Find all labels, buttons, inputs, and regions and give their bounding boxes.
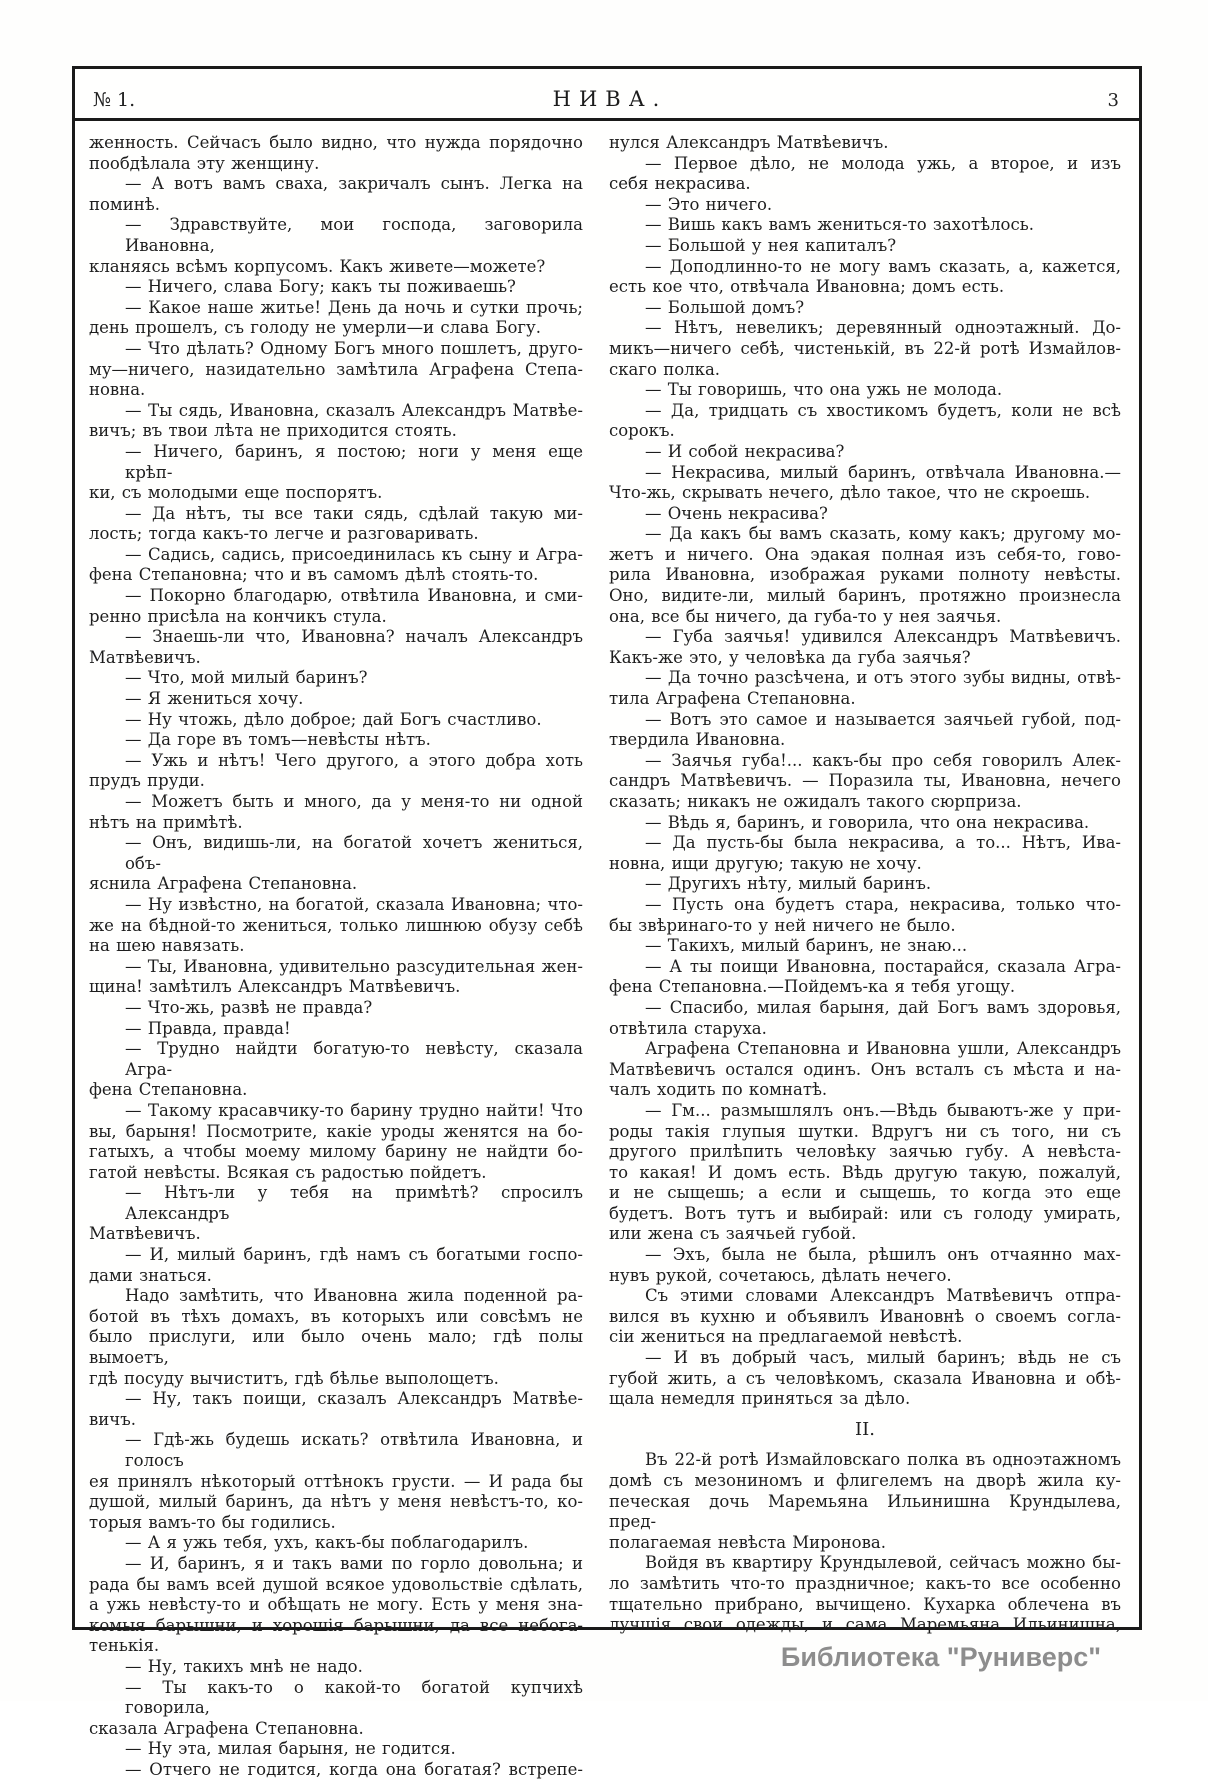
text-line: Какъ-же это, у человѣка да губа заячья?	[609, 647, 971, 667]
text-line: пообдѣлала эту женщину.	[89, 153, 320, 173]
text-line: — А ты поищи Ивановна, постарайся, сказала Агра-	[645, 956, 1121, 976]
text-line: — Да нѣтъ, ты все таки сядь, сдѣлай такую ми-	[125, 503, 583, 523]
text-line: — Заячья губа!... какъ-бы про себя говорилъ Алек-	[645, 750, 1121, 770]
text-line: роды такія глупыя шутки. Вдругъ ни съ того, ни съ	[609, 1121, 1121, 1141]
text-body	[75, 121, 1139, 1781]
text-line: — Ну, такихъ мнѣ не надо.	[125, 1656, 363, 1676]
text-line: Матвѣевичъ остался одинъ. Онъ всталъ съ мѣста и на-	[609, 1059, 1121, 1079]
text-line: полагаемая невѣста Миронова.	[609, 1532, 886, 1552]
text-line: — Да горе въ томъ—невѣсты нѣтъ.	[125, 730, 431, 750]
text-line: — Да какъ бы вамъ сказать, кому какъ; другому мо-	[645, 524, 1121, 544]
text-line: скаго полка.	[609, 359, 721, 379]
text-line: — Нѣтъ-ли у тебя на примѣтѣ? спросилъ Александръ	[125, 1183, 583, 1223]
text-line: щала немедля приняться за дѣло.	[609, 1389, 911, 1409]
text-line: — Доподлинно-то не могу вамъ сказать, а, кажется,	[645, 256, 1121, 276]
text-line: лость; тогда какъ-то легче и разговаривать.	[89, 524, 479, 544]
text-line: новна.	[89, 380, 146, 400]
text-line: — Трудно найдти богатую-то невѣсту, сказала Агра-	[125, 1039, 583, 1079]
text-line: сіи жениться на предлагаемой невѣстѣ.	[609, 1327, 963, 1347]
text-line: печеская дочь Маремьяна Ильинишна Крундылева, пред-	[609, 1491, 1121, 1532]
text-line: она, все бы ничего, да губа-то у нея заячья.	[609, 606, 1002, 626]
text-line: — Вотъ это самое и называется заячьей губой, под-	[645, 709, 1121, 729]
text-line: — Нѣтъ, невеликъ; деревянный одноэтажный. До-	[645, 318, 1121, 338]
text-line: Матвѣевичъ.	[89, 647, 201, 667]
text-line: — И, баринъ, я и такъ вами по горло довольна; и	[125, 1553, 583, 1573]
page-number: 3	[1107, 90, 1119, 111]
watermark: Библиотека "Руниверс"	[780, 1642, 1102, 1672]
text-line: — Вишь какъ вамъ жениться-то захотѣлось.	[645, 215, 1034, 235]
text-line: — Другихъ нѣту, милый баринъ.	[645, 874, 932, 894]
text-line: — Это ничего.	[645, 194, 773, 214]
text-line: — И въ добрый часъ, милый баринъ; вѣдь не съ	[645, 1348, 1121, 1368]
text-line: женность. Сейчасъ было видно, что нужда порядочно	[89, 133, 583, 152]
text-line: — Что, мой милый баринъ?	[125, 668, 368, 688]
text-line: сказать; никакъ не ожидалъ такого сюрприза.	[609, 792, 1022, 811]
text-line: — Ты говоришь, что она ужь не молода.	[645, 380, 1003, 400]
text-line: ло замѣтить что-то праздничное; какъ-то все особенно	[609, 1573, 1121, 1593]
text-line: было прислуги, или было очень мало; гдѣ полы вымоетъ,	[89, 1327, 583, 1368]
text-line: нулся Александръ Матвѣевичъ.	[609, 133, 889, 152]
text-line: бы звѣринаго-то у ней ничего не было.	[609, 915, 956, 935]
text-line: ренно присѣла на кончикъ стула.	[89, 606, 387, 626]
text-line: — Ну, такъ поищи, сказалъ Александръ Матвѣе-	[125, 1389, 583, 1409]
text-line: комыя барышни, и хорошія барышни, да все небога-	[89, 1615, 583, 1635]
text-line: — Ну извѣстно, на богатой, сказала Ивановна; что-	[125, 894, 583, 914]
text-line: гдѣ посуду вычиститъ, гдѣ бѣлье выполощетъ.	[89, 1368, 499, 1388]
text-line: себя некрасива.	[609, 174, 751, 194]
text-line: Аграфена Степановна и Ивановна ушли, Александръ	[645, 1039, 1121, 1059]
chapter-heading: II.	[855, 1418, 875, 1440]
text-line: торыя вамъ-то бы годились.	[89, 1512, 336, 1532]
text-line: ея принялъ нѣкоторый оттѣнокъ грусти. — И рада бы	[89, 1471, 583, 1491]
text-line: дами знаться.	[89, 1265, 212, 1285]
issue-number: № 1.	[93, 89, 136, 111]
text-line: то какая! И домъ есть. Вѣдь другую такую, пожалуй,	[609, 1162, 1121, 1182]
text-line: тила Аграфена Степановна.	[609, 689, 856, 709]
text-line: и не сыщешь; а если и сыщешь, то когда это еще	[609, 1183, 1121, 1203]
text-line: Войдя въ квартиру Крундылевой, сейчасъ можно бы-	[645, 1553, 1121, 1573]
text-line: или жена съ заячьей губой.	[609, 1224, 857, 1244]
text-line: — Здравствуйте, мои господа, заговорила Ивановна,	[125, 215, 583, 255]
text-line: — Такому красавчику-то барину трудно найти! Что	[125, 1100, 583, 1120]
text-line: Надо замѣтить, что Ивановна жила поденной ра-	[125, 1286, 583, 1306]
text-line: новна, ищи другую; такую не хочу.	[609, 853, 922, 873]
text-line: вы, барыня! Посмотрите, какіе уроды женятся на бо-	[89, 1121, 583, 1141]
text-line: тенькія.	[89, 1636, 160, 1656]
text-line: — Да пусть-бы была некрасива, а то... Нѣтъ, Ива-	[645, 833, 1121, 853]
text-line: на шею навязать.	[89, 936, 245, 956]
text-line: жетъ и ничего. Она эдакая полная изъ себя-то, гово-	[609, 544, 1121, 564]
text-line: — Покорно благодарю, отвѣтила Ивановна, и сми-	[125, 586, 583, 606]
text-line: — А я ужь тебя, ухъ, какъ-бы поблагодарилъ.	[125, 1533, 529, 1553]
text-line: — Ну эта, милая барыня, не годится.	[125, 1739, 456, 1759]
text-line: — Садись, садись, присоединилась къ сыну и Агра-	[125, 544, 583, 564]
text-line: микъ—ничего себѣ, чистенькій, въ 22-й ротѣ Измайлов-	[609, 338, 1121, 358]
text-line: отвѣтила старуха.	[609, 1018, 767, 1038]
text-line: — Такихъ, милый баринъ, не знаю...	[645, 936, 968, 956]
page-header	[75, 69, 1139, 118]
text-line: — Какое наше житье! День да ночь и сутки прочь;	[125, 297, 583, 317]
text-line: ботой въ тѣхъ домахъ, въ которыхъ или совсѣмъ не	[89, 1306, 583, 1326]
text-line: — Вѣдь я, баринъ, и говорила, что она некрасива.	[645, 812, 1090, 832]
text-line: губой жить, а съ человѣкомъ, сказала Ивановна и обѣ-	[609, 1368, 1121, 1388]
text-line: — Гм... размышлялъ онъ.—Вѣдь бываютъ-же у при-	[645, 1100, 1121, 1120]
text-line: — Эхъ, была не была, рѣшилъ онъ отчаянно мах-	[645, 1245, 1121, 1265]
text-line: сорокъ.	[609, 421, 675, 441]
text-column-left	[89, 133, 583, 1781]
text-line: яснила Аграфена Степановна.	[89, 874, 358, 894]
text-line: — И собой некрасива?	[645, 441, 845, 461]
text-line: — Ты, Ивановна, удивительно разсудительная жен-	[125, 956, 583, 976]
text-line: — Очень некрасива?	[645, 503, 828, 523]
text-line: сандръ Матвѣевичъ. — Поразила ты, Ивановна, нечего	[609, 771, 1121, 791]
text-line: Въ 22-й ротѣ Измайловскаго полка въ одноэтажномъ	[645, 1450, 1121, 1470]
text-line: — Да, тридцать съ хвостикомъ будетъ, коли не всѣ	[645, 400, 1121, 420]
text-line: — Онъ, видишь-ли, на богатой хочетъ жениться, объ-	[125, 833, 583, 873]
text-line: Съ этими словами Александръ Матвѣевичъ отпра-	[645, 1286, 1121, 1306]
text-line: — Правда, правда!	[125, 1018, 291, 1038]
text-line: прудъ пруди.	[89, 771, 205, 791]
text-line: есть кое что, отвѣчала Ивановна; домъ есть.	[609, 277, 1005, 297]
text-line: — Спасибо, милая барыня, дай Богъ вамъ здоровья,	[645, 997, 1121, 1017]
text-line: душой, милый баринъ, да нѣтъ у меня невѣстъ-то, ко-	[89, 1492, 583, 1512]
journal-title: НИВА.	[552, 87, 668, 111]
text-line: — Губа заячья! удивился Александръ Матвѣевичъ.	[645, 627, 1121, 647]
text-line: — Ну чтожь, дѣло доброе; дай Богъ счастливо.	[125, 709, 542, 729]
text-line: — Большой домъ?	[645, 297, 805, 317]
text-line: вился въ кухню и объявилъ Ивановнѣ о своемъ согла-	[609, 1306, 1121, 1326]
text-line: фена Степановна; что и въ самомъ дѣлѣ стоять-то.	[89, 565, 539, 585]
text-line: гатой невѣсты. Всякая съ радостью пойдетъ.	[89, 1162, 487, 1182]
text-line: — Ничего, слава Богу; какъ ты поживаешь?	[125, 277, 516, 297]
text-line: а ужь невѣсту-то и обѣщать не могу. Есть у меня зна-	[89, 1595, 583, 1615]
text-line: тщательно прибрано, вычищено. Кухарка облечена въ	[609, 1594, 1121, 1614]
text-line: — Что дѣлать? Одному Богъ много пошлетъ, друго-	[125, 338, 583, 358]
text-line: вичъ; въ твои лѣта не приходится стоять.	[89, 421, 457, 441]
text-line: — Гдѣ-жь будешь искать? отвѣтила Ивановна, и голосъ	[125, 1430, 583, 1470]
text-line: рада бы вамъ всей душой всякое удовольствіе сдѣлать,	[89, 1574, 583, 1594]
text-line: нѣтъ на примѣтѣ.	[89, 812, 243, 832]
text-line: вичъ.	[89, 1409, 136, 1429]
text-line: же на бѣдной-то жениться, только лишнюю обузу себѣ	[89, 915, 583, 935]
text-line: сказала Аграфена Степановна.	[89, 1718, 364, 1738]
text-line: твердила Ивановна.	[609, 730, 786, 750]
text-line: — Ты сядь, Ивановна, сказалъ Александръ Матвѣе-	[125, 400, 583, 420]
text-line: домѣ съ мезониномъ и флигелемъ на дворѣ жила ку-	[609, 1471, 1121, 1490]
text-line: рила Ивановна, изображая руками полноту невѣсты.	[609, 565, 1121, 585]
text-line: фена Степановна.—Пойдемъ-ка я тебя угощу.	[609, 977, 1016, 997]
text-line: кланяясь всѣмъ корпусомъ. Какъ живете—можете?	[89, 256, 546, 276]
text-line: — А вотъ вамъ сваха, закричалъ сынъ. Легка на	[125, 174, 583, 194]
text-line: — Я жениться хочу.	[125, 689, 304, 709]
text-line: Что-жь, скрывать нечего, дѣло такое, что не скроешь.	[609, 483, 1091, 503]
text-line: Оно, видите-ли, милый баринъ, протяжно произнесла	[609, 586, 1121, 606]
text-line: — Ты какъ-то о какой-то богатой купчихѣ говорила,	[125, 1677, 583, 1718]
text-line: день прошелъ, съ голоду не умерли—и слава Богу.	[89, 318, 541, 338]
text-line: фена Степановна.	[89, 1080, 248, 1100]
text-line: — Большой у нея капиталъ?	[645, 235, 897, 255]
text-line: — И, милый баринъ, гдѣ намъ съ богатыми госпо-	[125, 1245, 583, 1265]
text-line: Матвѣевичъ.	[89, 1224, 201, 1244]
text-line: щина! замѣтилъ Александръ Матвѣевичъ.	[89, 977, 461, 997]
text-line: поминѣ.	[89, 194, 160, 214]
text-line: — Ничего, баринъ, я постою; ноги у меня еще крѣп-	[125, 441, 583, 482]
text-line: — Ужь и нѣтъ! Чего другого, а этого добра хоть	[125, 750, 583, 770]
text-line: будетъ. Вотъ тутъ и выбирай: или съ голоду умирать,	[609, 1203, 1121, 1223]
text-line: — Некрасива, милый баринъ, отвѣчала Ивановна.—	[645, 462, 1121, 482]
text-line: — Да точно разсѣчена, и отъ этого зубы видны, отвѣ-	[645, 668, 1121, 688]
text-line: другого прилѣпить человѣку заячью губу. А невѣста-	[609, 1142, 1121, 1162]
text-line: — Знаешь-ли что, Ивановна? началъ Александръ	[125, 627, 583, 647]
text-line: му—ничего, назидательно замѣтила Аграфена Степа-	[89, 359, 583, 379]
text-line: — Что-жь, развѣ не правда?	[125, 997, 373, 1017]
text-line: чалъ ходить по комнатѣ.	[609, 1080, 828, 1100]
text-line: — Пусть она будетъ стара, некрасива, только что-	[645, 894, 1121, 914]
text-line: — Можетъ быть и много, да у меня-то ни одной	[125, 792, 583, 811]
text-line: ки, съ молодыми еще поспорятъ.	[89, 483, 383, 503]
text-column-right	[609, 133, 1121, 1781]
text-line: гатыхъ, а чтобы моему милому барину не найдти бо-	[89, 1142, 583, 1162]
text-line: лучшія свои одежды, и сама Маремьяна Ильинишна,	[609, 1615, 1121, 1635]
text-line: нувъ рукой, сочетаюсь, дѣлать нечего.	[609, 1265, 952, 1285]
text-line: — Первое дѣло, не молода ужь, а второе, и изъ	[645, 153, 1121, 173]
text-line: — Отчего не годится, когда она богатая? встрепе-	[125, 1759, 583, 1779]
